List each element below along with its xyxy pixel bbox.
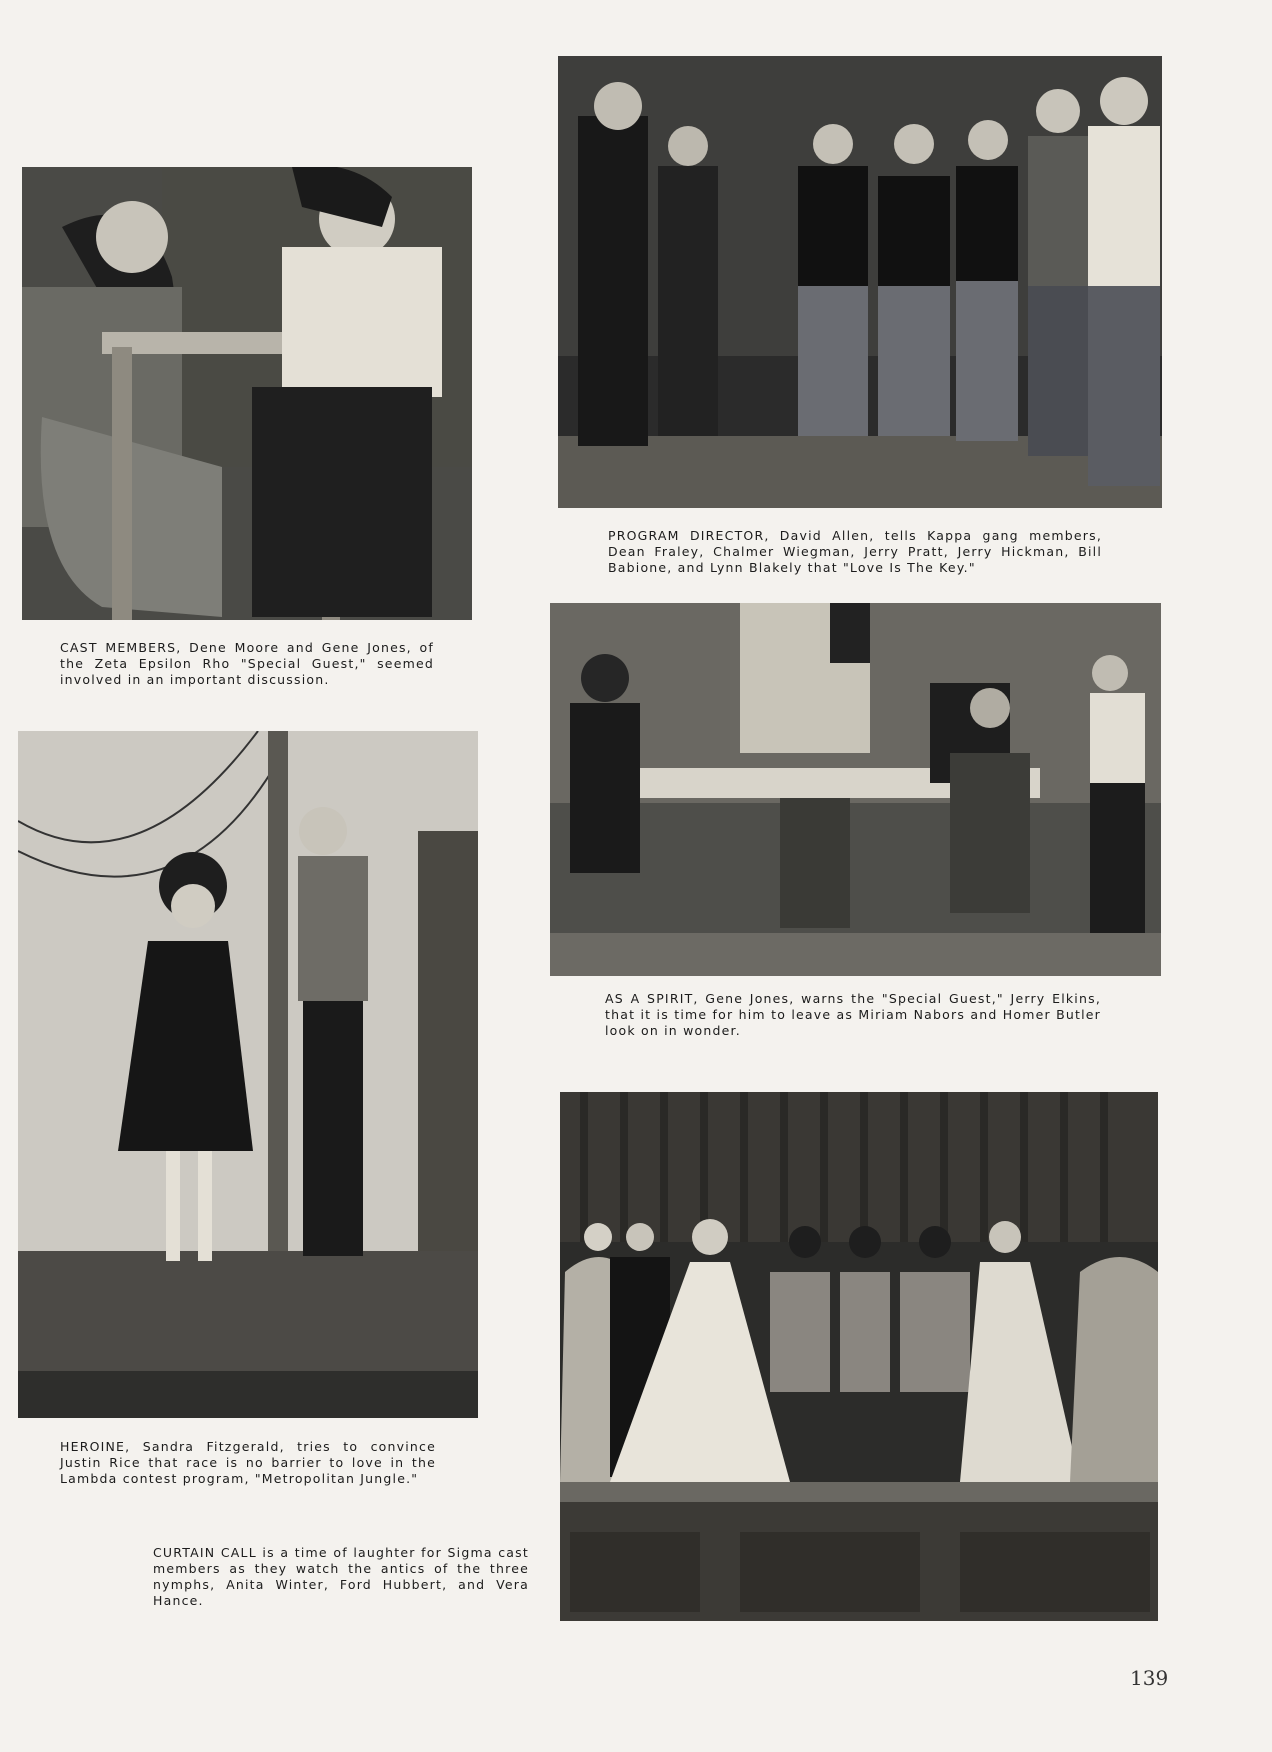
photo-curtain-call <box>560 1092 1158 1621</box>
photo-program-director-image <box>558 56 1162 508</box>
photo-spirit-image <box>550 603 1161 976</box>
caption-spirit: AS A SPIRIT, Gene Jones, warns the "Special Guest," Jerry Elkins, that it is time for him to leave as Miriam Nabors and Homer Butler look on in wonder. <box>605 991 1101 1038</box>
caption-heroine: HEROINE, Sandra Fitzgerald, tries to convince Justin Rice that race is no barrier to love in the Lambda contest program, "Metropolitan Jungle." <box>60 1439 436 1486</box>
photo-cast-members <box>22 167 472 620</box>
photo-heroine-image <box>18 731 478 1418</box>
caption-cast-members: CAST MEMBERS, Dene Moore and Gene Jones, of the Zeta Epsilon Rho "Special Guest," seemed involved in an important discussion. <box>60 640 434 687</box>
photo-curtain-call-image <box>560 1092 1158 1621</box>
caption-program-director: PROGRAM DIRECTOR, David Allen, tells Kappa gang members, Dean Fraley, Chalmer Wiegman, Jerry Pratt, Jerry Hickman, Bill Babione, and Lynn Blakely that "Love Is The Key." <box>608 528 1102 575</box>
photo-cast-members-image <box>22 167 472 620</box>
photo-spirit <box>550 603 1161 976</box>
photo-program-director <box>558 56 1162 508</box>
caption-curtain-call: CURTAIN CALL is a time of laughter for Sigma cast members as they watch the antics of the three nymphs, Anita Winter, Ford Hubbert, and Vera Hance. <box>153 1545 529 1608</box>
photo-heroine <box>18 731 478 1418</box>
page-number: 139 <box>1130 1666 1169 1690</box>
